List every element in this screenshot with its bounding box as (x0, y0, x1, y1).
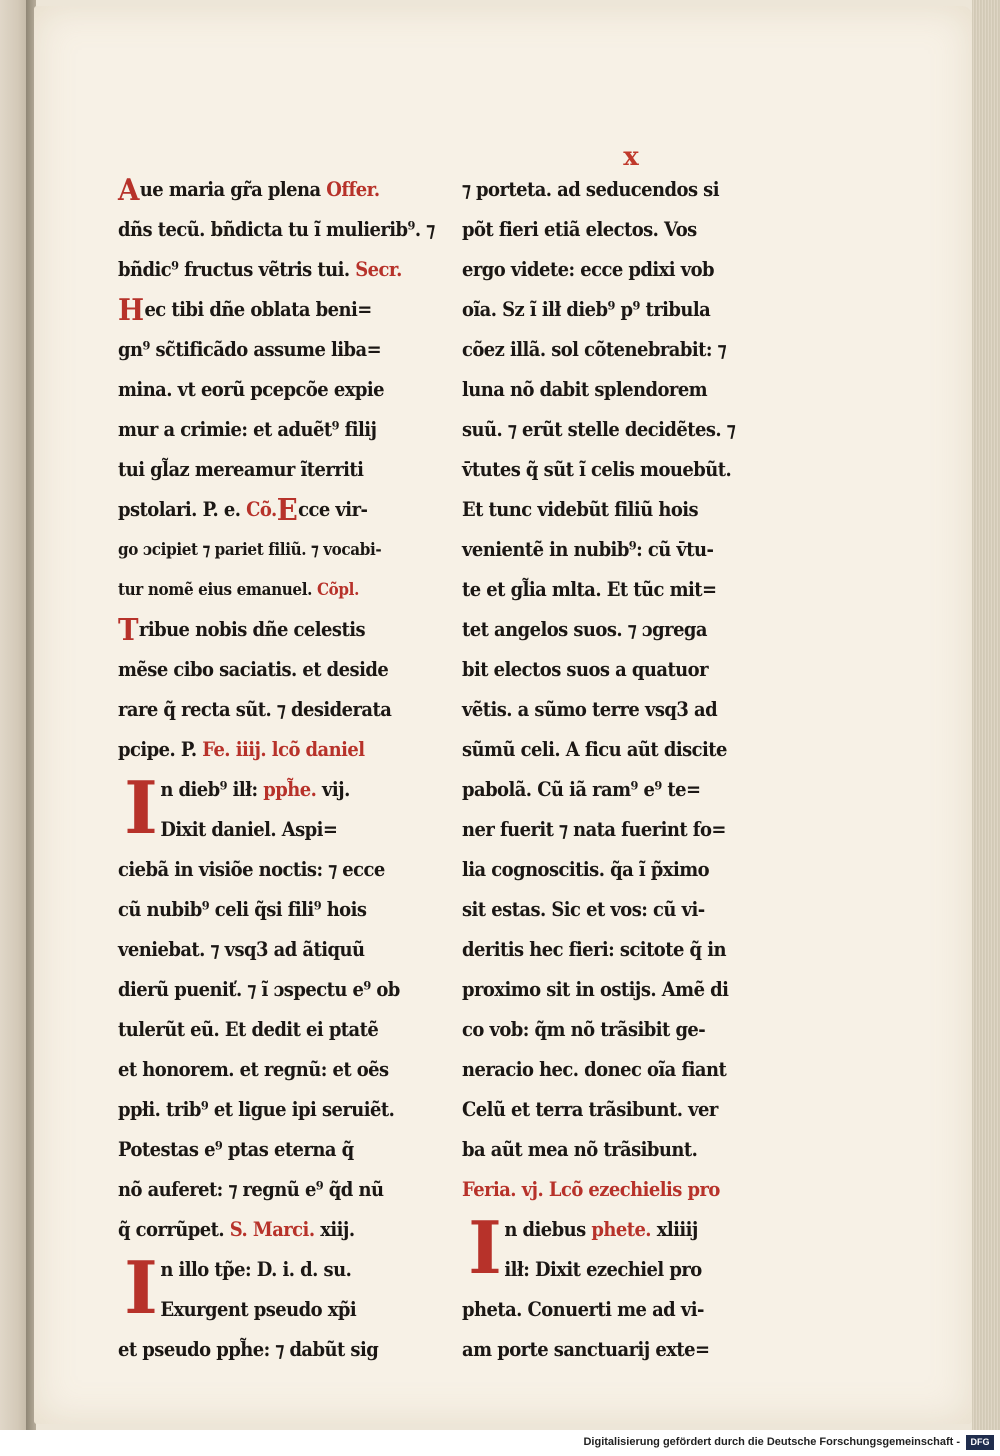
text-line (462, 650, 738, 690)
line-text: ba aũt mea nõ trãsibunt. (462, 1138, 698, 1161)
text-line (118, 610, 394, 650)
text-line (462, 1210, 738, 1250)
line-text: veniebat. ⁊ vsq3 ad ãtiquũ (118, 938, 365, 961)
text-line (118, 690, 394, 730)
folio-number: x (623, 142, 639, 172)
text-line (462, 810, 738, 850)
line-text: ciebã in visiõe noctis: ⁊ ecce (118, 858, 385, 881)
text-line (118, 450, 394, 490)
line-text: Et tunc videbũt filiũ hois (462, 498, 699, 521)
line-text: mina. vt eorũ pcepcõe expie (118, 378, 384, 401)
line-text: deritis hec fieri: scitote q̃ in (462, 938, 726, 961)
line-text: neracio hec. donec oĩa fiant (462, 1058, 727, 1081)
text-line (118, 570, 394, 610)
text-line (118, 170, 394, 210)
rubric-text: Fe. iiij. lcõ daniel (202, 738, 365, 761)
rubric-text: S. Marci. (229, 1218, 315, 1241)
line-text: cce vir- (298, 498, 368, 521)
text-line (462, 770, 738, 810)
text-line (462, 1090, 738, 1130)
text-line (462, 450, 738, 490)
text-line (118, 1330, 394, 1370)
line-text: sũmũ celi. A ficu aũt discite (462, 738, 727, 761)
rubric-text: Feria. vj. Lcõ ezechielis pro (462, 1178, 720, 1201)
line-text: v̄tutes q̃ sũt ĩ celis mouebũt. (462, 458, 732, 481)
line-text: n diebus (504, 1218, 592, 1241)
right-text-column (462, 170, 762, 1370)
funding-credit: Digitalisierung gefördert durch die Deutsche Forschungsgemeinschaft - (583, 1436, 960, 1448)
line-text: n dieb⁹ ilł: (160, 778, 264, 801)
line-text: suũ. ⁊ erũt stelle decidẽtes. ⁊ (462, 418, 736, 441)
line-text: co vob: q̃m nõ trãsibit ge- (462, 1018, 706, 1041)
text-line (118, 650, 394, 690)
text-line (462, 1050, 738, 1090)
line-text: vẽtis. a sũmo terre vsq3 ad (462, 698, 718, 721)
line-text: ribue nobis dñe celestis (138, 618, 366, 641)
rubric-text: Cõpl. (316, 580, 359, 599)
line-text: ner fuerit ⁊ nata fuerint fo= (462, 818, 726, 841)
text-line (118, 1050, 394, 1090)
line-text: et honorem. et regnũ: et oẽs (118, 1058, 389, 1081)
line-text: ⁊ porteta. ad seducendos si (462, 178, 719, 201)
line-text: am porte sanctuarij exte= (462, 1338, 710, 1361)
line-text: mur a crimie: et aduẽt⁹ filij (118, 418, 377, 441)
line-text: tur nomẽ eius emanuel. (118, 580, 317, 599)
text-line (462, 930, 738, 970)
rubricated-initial: H (118, 293, 144, 328)
rubric-text: pph̃e. (263, 778, 317, 801)
text-line (118, 1290, 394, 1330)
line-text: cũ nubib⁹ celi q̃si fili⁹ hois (118, 898, 367, 921)
text-line (118, 290, 394, 330)
text-line (118, 930, 394, 970)
large-initial-letter: I (124, 1245, 158, 1330)
text-line (118, 1210, 394, 1250)
text-line (118, 490, 394, 530)
rubricated-initial: E (276, 493, 298, 528)
text-line (462, 1170, 738, 1210)
line-text: gn⁹ sc̃tificãdo assume liba= (118, 338, 382, 361)
decorated-initial-block (118, 765, 418, 850)
text-line (462, 210, 738, 250)
large-initial-letter: I (468, 1205, 502, 1290)
line-text: rare q̃ recta sũt. ⁊ desiderata (118, 698, 392, 721)
rubric-text: Secr. (355, 258, 402, 281)
text-line (118, 250, 402, 290)
text-line (118, 370, 394, 410)
text-line (462, 570, 738, 610)
line-text: tui gl̃az mereamur ĩterriti (118, 458, 364, 481)
line-text: Dixit daniel. Aspi= (160, 818, 338, 841)
line-text: Celũ et terra trãsibunt. ver (462, 1098, 718, 1121)
line-text: go ɔcipiet ⁊ pariet filiũ. ⁊ vocabi- (118, 540, 382, 559)
rubric-text: phete. (591, 1218, 652, 1241)
text-line (462, 690, 738, 730)
left-text-column (118, 170, 435, 1370)
page-stack-edge (972, 0, 1000, 1430)
text-line (118, 410, 394, 450)
text-line (118, 850, 394, 890)
text-line (462, 1010, 738, 1050)
line-text: luna nõ dabit splendorem (462, 378, 708, 401)
line-text: dñs tecũ. bñdicta tu ĩ mulierib⁹. ⁊ (118, 218, 435, 241)
line-text: xiij. (314, 1218, 355, 1241)
line-text: cõez illã. sol cõtenebrabit: ⁊ (462, 338, 726, 361)
line-text: ue maria gr̃a plena (139, 178, 327, 201)
text-line (462, 490, 738, 530)
line-text: mẽse cibo saciatis. et deside (118, 658, 389, 681)
line-text: bit electos suos a quatuor (462, 658, 708, 681)
text-line (462, 170, 738, 210)
line-text: pcipe. P. (118, 738, 203, 761)
line-text: põt fieri etiã electos. Vos (462, 218, 697, 241)
text-line (462, 530, 738, 570)
line-text: lia cognoscitis. q̃a ĩ p̃ximo (462, 858, 710, 881)
line-text: vij. (316, 778, 350, 801)
text-line (118, 1010, 394, 1050)
line-text: dierũ pueniť. ⁊ ĩ ɔspectu e⁹ ob (118, 978, 400, 1001)
line-text: sit estas. Sic et vos: cũ vi- (462, 898, 705, 921)
text-line (118, 890, 394, 930)
text-line (118, 1170, 394, 1210)
decorated-initial-block (118, 1245, 418, 1330)
text-line (462, 370, 738, 410)
line-text: xliiij (651, 1218, 698, 1241)
text-line (462, 850, 738, 890)
line-text: venientẽ in nubib⁹: cũ v̄tu- (462, 538, 714, 561)
text-line (462, 290, 738, 330)
line-text: pheta. Conuerti me ad vi- (462, 1298, 704, 1321)
line-text: te et gl̃ia mlta. Et tũc mit= (462, 578, 717, 601)
text-line (118, 210, 435, 250)
text-line (118, 1250, 394, 1290)
line-text: ergo videte: ecce pdixi vob (462, 258, 715, 281)
line-text: oĩa. Sz ĩ ilł dieb⁹ p⁹ tribula (462, 298, 711, 321)
line-text: n illo tp̃e: D. i. d. su. (160, 1258, 352, 1281)
text-line (462, 250, 738, 290)
text-line (462, 970, 738, 1010)
line-text: pabolã. Cũ iã ram⁹ e⁹ te= (462, 778, 701, 801)
rubricated-initial: T (118, 613, 138, 648)
line-text: bñdic⁹ fructus vẽtris tui. (118, 258, 356, 281)
text-line (462, 410, 738, 450)
rubric-text: Cõ. (246, 498, 277, 521)
dfg-logo-icon: DFG (966, 1435, 994, 1450)
text-line (462, 1290, 738, 1330)
text-line (118, 730, 394, 770)
text-line (462, 1130, 738, 1170)
line-text: et pseudo pph̃e: ⁊ dabũt sig (118, 1338, 379, 1361)
text-line (462, 1250, 738, 1290)
text-line (118, 810, 394, 850)
line-text: tulerũt eũ. Et dedit ei ptatẽ (118, 1018, 379, 1041)
text-line (462, 890, 738, 930)
line-text: tet angelos suos. ⁊ ɔgrega (462, 618, 708, 641)
line-text: ppłi. trib⁹ et ligue ipi seruiẽt. (118, 1098, 395, 1121)
text-line (462, 610, 738, 650)
line-text: proximo sit in ostijs. Amẽ di (462, 978, 729, 1001)
rubricated-initial: A (118, 173, 139, 208)
text-line (118, 330, 394, 370)
text-line (118, 1090, 394, 1130)
line-text: nõ auferet: ⁊ regnũ e⁹ q̃d nũ (118, 1178, 384, 1201)
line-text: ec tibi dñe oblata beni= (144, 298, 372, 321)
rubric-text: Offer. (326, 178, 380, 201)
footer-bar (0, 1430, 1000, 1456)
text-line (462, 330, 738, 370)
line-text: ilł: Dixit ezechiel pro (504, 1258, 702, 1281)
text-line (118, 770, 394, 810)
text-line (118, 530, 394, 570)
large-initial-letter: I (124, 765, 158, 850)
decorated-initial-block (462, 1205, 762, 1290)
text-line (462, 1330, 738, 1370)
line-text: pstolari. P. e. (118, 498, 247, 521)
line-text: q̃ corrũpet. (118, 1218, 230, 1241)
text-line (118, 970, 400, 1010)
text-line (118, 1130, 394, 1170)
line-text: Exurgent pseudo xp̃i (160, 1298, 357, 1321)
line-text: Potestas e⁹ ptas eterna q̃ (118, 1138, 354, 1161)
text-line (462, 730, 738, 770)
